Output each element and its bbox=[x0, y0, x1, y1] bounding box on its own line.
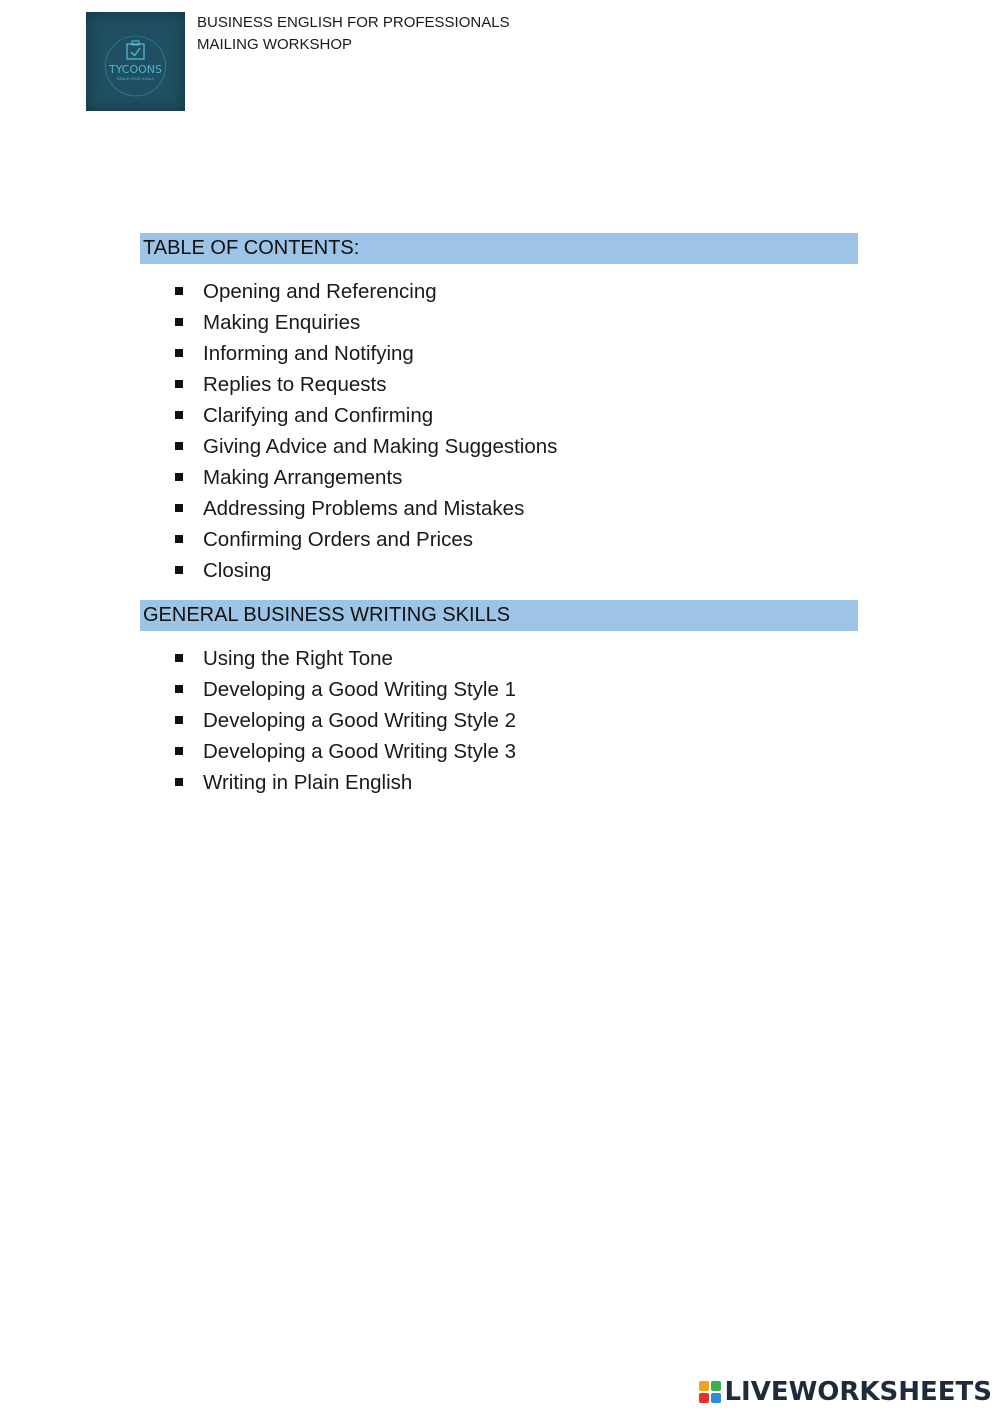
square-bullet-icon bbox=[175, 287, 183, 295]
badge-tile bbox=[711, 1393, 721, 1403]
toc-item-label: Informing and Notifying bbox=[203, 342, 414, 365]
tycoons-logo bbox=[86, 12, 185, 111]
square-bullet-icon bbox=[175, 380, 183, 388]
toc-item-label: Giving Advice and Making Suggestions bbox=[203, 435, 558, 458]
toc-item bbox=[140, 276, 557, 307]
square-bullet-icon bbox=[175, 349, 183, 357]
logo-text: TYCOONS bbox=[108, 63, 163, 76]
square-bullet-icon bbox=[175, 442, 183, 450]
toc-item-label: Closing bbox=[203, 559, 272, 582]
header-line-workshop: MAILING WORKSHOP bbox=[197, 36, 353, 53]
toc-item-label: Making Enquiries bbox=[203, 311, 361, 334]
toc-item bbox=[140, 338, 557, 369]
toc-item bbox=[140, 400, 557, 431]
square-bullet-icon bbox=[175, 747, 183, 755]
square-bullet-icon bbox=[175, 566, 183, 574]
watermark-text: LIVEWORKSHEETS bbox=[724, 1377, 992, 1407]
square-bullet-icon bbox=[175, 318, 183, 326]
toc-item-label: Confirming Orders and Prices bbox=[203, 528, 474, 551]
square-bullet-icon bbox=[175, 411, 183, 419]
badge-tile bbox=[699, 1381, 709, 1391]
liveworksheets-watermark bbox=[699, 1377, 992, 1407]
skills-item bbox=[140, 643, 516, 674]
skills-item-label: Developing a Good Writing Style 2 bbox=[203, 709, 516, 732]
toc-item bbox=[140, 524, 557, 555]
toc-section-header: TABLE OF CONTENTS: bbox=[140, 233, 858, 264]
square-bullet-icon bbox=[175, 685, 183, 693]
toc-item-label: Replies to Requests bbox=[203, 373, 387, 396]
logo-mark bbox=[86, 12, 185, 111]
skills-item-label: Developing a Good Writing Style 1 bbox=[203, 678, 516, 701]
toc-item-label: Clarifying and Confirming bbox=[203, 404, 434, 427]
badge-tile bbox=[699, 1393, 709, 1403]
toc-item-label: Making Arrangements bbox=[203, 466, 403, 489]
document-header bbox=[197, 12, 510, 56]
toc-item bbox=[140, 555, 557, 586]
badge-tile bbox=[711, 1381, 721, 1391]
skills-section-header: GENERAL BUSINESS WRITING SKILLS bbox=[140, 600, 858, 631]
logo-tagline: REACH YOUR GOALS bbox=[117, 77, 154, 81]
toc-item-label: Addressing Problems and Mistakes bbox=[203, 497, 525, 520]
skills-item-label: Developing a Good Writing Style 3 bbox=[203, 740, 516, 763]
skills-item bbox=[140, 705, 516, 736]
skills-list bbox=[140, 643, 516, 798]
skills-item-label: Writing in Plain English bbox=[203, 771, 413, 794]
toc-item bbox=[140, 369, 557, 400]
square-bullet-icon bbox=[175, 778, 183, 786]
square-bullet-icon bbox=[175, 504, 183, 512]
skills-item bbox=[140, 736, 516, 767]
header-line-course: BUSINESS ENGLISH FOR PROFESSIONALS bbox=[197, 14, 510, 31]
skills-item bbox=[140, 767, 516, 798]
skills-item bbox=[140, 674, 516, 705]
toc-item bbox=[140, 462, 557, 493]
square-bullet-icon bbox=[175, 473, 183, 481]
toc-item bbox=[140, 493, 557, 524]
toc-item-label: Opening and Referencing bbox=[203, 280, 437, 303]
toc-item bbox=[140, 431, 557, 462]
liveworksheets-badge-icon bbox=[699, 1381, 721, 1403]
toc-item bbox=[140, 307, 557, 338]
square-bullet-icon bbox=[175, 535, 183, 543]
square-bullet-icon bbox=[175, 654, 183, 662]
toc-list bbox=[140, 276, 557, 586]
square-bullet-icon bbox=[175, 716, 183, 724]
skills-item-label: Using the Right Tone bbox=[203, 647, 393, 670]
